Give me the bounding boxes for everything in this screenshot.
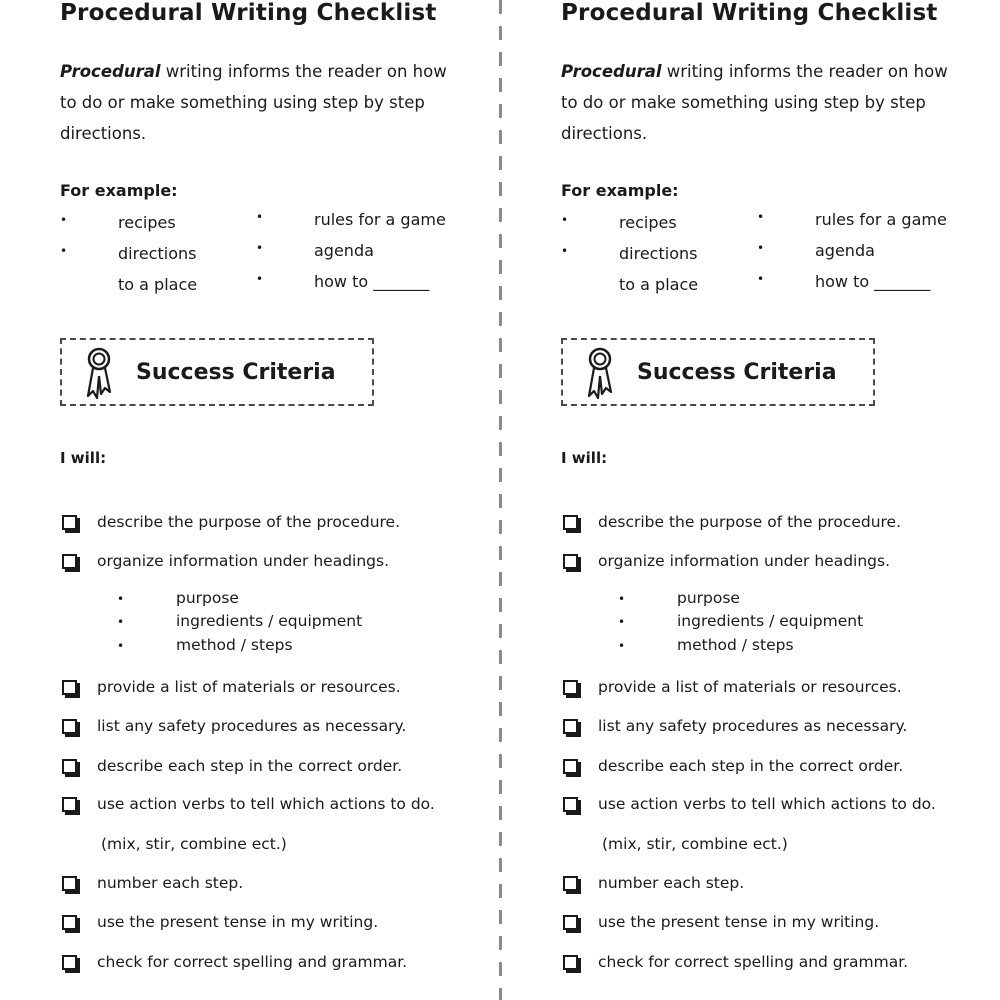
bullet-icon: • <box>561 213 569 227</box>
example-item: how to _______ <box>314 272 430 291</box>
success-criteria-box <box>561 338 875 406</box>
bullet-icon: • <box>256 210 264 224</box>
checkbox-icon[interactable] <box>62 719 77 734</box>
bullet-icon: • <box>117 615 125 629</box>
checklist-panel-left <box>60 0 500 1000</box>
sub-item: purpose <box>176 589 239 607</box>
checklist-item-text: list any safety procedures as necessary. <box>598 717 908 735</box>
checklist-item[interactable] <box>561 953 1000 979</box>
bullet-icon: • <box>757 272 765 286</box>
examples-label: For example: <box>561 181 679 200</box>
checklist-item-text: number each step. <box>598 874 745 892</box>
checkbox-icon[interactable] <box>563 915 578 930</box>
checklist-item[interactable] <box>561 678 1000 704</box>
checklist-item-text: provide a list of materials or resources. <box>97 678 401 696</box>
example-item: agenda <box>314 241 374 260</box>
checklist-item[interactable] <box>60 874 500 900</box>
bullet-icon: • <box>618 639 626 653</box>
example-item: recipes <box>619 213 677 232</box>
checklist-item-text: check for correct spelling and grammar. <box>598 953 909 971</box>
checkbox-icon[interactable] <box>62 554 77 569</box>
example-item: rules for a game <box>815 210 947 229</box>
checkbox-icon[interactable] <box>563 759 578 774</box>
example-item: directions <box>118 244 197 263</box>
intro-paragraph <box>561 56 961 149</box>
ribbon-award-icon <box>82 346 116 402</box>
example-item: rules for a game <box>314 210 446 229</box>
checkbox-icon[interactable] <box>62 515 77 530</box>
checklist-item[interactable] <box>561 874 1000 900</box>
checklist-item-text: check for correct spelling and grammar. <box>97 953 408 971</box>
checklist-item-text: describe the purpose of the procedure. <box>97 513 401 531</box>
i-will-label: I will: <box>60 449 107 467</box>
checkbox-icon[interactable] <box>563 554 578 569</box>
checklist-item[interactable] <box>60 757 500 783</box>
intro-emphasis: Procedural <box>60 62 161 81</box>
checkbox-icon[interactable] <box>62 797 77 812</box>
checklist-item[interactable] <box>60 552 500 578</box>
checkbox-icon[interactable] <box>563 876 578 891</box>
checkbox-icon[interactable] <box>563 515 578 530</box>
checklist-note: (mix, stir, combine ect.) <box>101 835 287 853</box>
intro-text: writing informs the reader on how to do or make something using step by step directions. <box>60 62 447 143</box>
success-criteria-box <box>60 338 374 406</box>
checklist-item[interactable] <box>561 513 1000 539</box>
checklist-item[interactable] <box>60 795 500 821</box>
checklist-item-text: use action verbs to tell which actions to do. <box>598 795 936 813</box>
checklist-item[interactable] <box>60 513 500 539</box>
intro-text: writing informs the reader on how to do or make something using step by step directions. <box>561 62 948 143</box>
checklist-item[interactable] <box>561 757 1000 783</box>
checklist-item-text: number each step. <box>97 874 244 892</box>
success-criteria-title: Success Criteria <box>637 360 837 385</box>
examples-label: For example: <box>60 181 178 200</box>
bullet-icon: • <box>117 639 125 653</box>
checklist-item-text: use the present tense in my writing. <box>97 913 379 931</box>
bullet-icon: • <box>60 213 68 227</box>
intro-emphasis: Procedural <box>561 62 662 81</box>
checkbox-icon[interactable] <box>62 915 77 930</box>
sub-item: method / steps <box>677 636 794 654</box>
i-will-label: I will: <box>561 449 608 467</box>
checkbox-icon[interactable] <box>62 955 77 970</box>
bullet-icon: • <box>256 272 264 286</box>
bullet-icon: • <box>757 241 765 255</box>
checklist-item[interactable] <box>60 913 500 939</box>
bullet-icon: • <box>117 592 125 606</box>
checklist-item[interactable] <box>561 913 1000 939</box>
example-item: directions <box>619 244 698 263</box>
checklist-item[interactable] <box>561 552 1000 578</box>
ribbon-award-icon <box>583 346 617 402</box>
bullet-icon: • <box>60 244 68 258</box>
checklist-item[interactable] <box>60 953 500 979</box>
bullet-icon: • <box>618 615 626 629</box>
bullet-icon: • <box>256 241 264 255</box>
checkbox-icon[interactable] <box>563 955 578 970</box>
checklist-item-text: use the present tense in my writing. <box>598 913 880 931</box>
bullet-icon: • <box>757 210 765 224</box>
checklist-item-text: organize information under headings. <box>598 552 891 570</box>
page-title: Procedural Writing Checklist <box>561 0 938 26</box>
checklist-item-text: use action verbs to tell which actions to do. <box>97 795 435 813</box>
example-item: how to _______ <box>815 272 931 291</box>
checklist-item-text: provide a list of materials or resources. <box>598 678 902 696</box>
checklist-item[interactable] <box>561 717 1000 743</box>
example-item: agenda <box>815 241 875 260</box>
example-item: to a place <box>118 275 198 294</box>
sub-item: ingredients / equipment <box>176 612 363 630</box>
sub-item: purpose <box>677 589 740 607</box>
bullet-icon: • <box>561 244 569 258</box>
checkbox-icon[interactable] <box>62 876 77 891</box>
example-item: recipes <box>118 213 176 232</box>
sub-item: ingredients / equipment <box>677 612 864 630</box>
checklist-item-text: describe the purpose of the procedure. <box>598 513 902 531</box>
checklist-item[interactable] <box>60 678 500 704</box>
checkbox-icon[interactable] <box>563 680 578 695</box>
checklist-item-text: list any safety procedures as necessary. <box>97 717 407 735</box>
checklist-item[interactable] <box>561 795 1000 821</box>
sub-item: method / steps <box>176 636 293 654</box>
checklist-panel-right <box>561 0 1000 1000</box>
checklist-item[interactable] <box>60 717 500 743</box>
success-criteria-title: Success Criteria <box>136 360 336 385</box>
intro-paragraph <box>60 56 460 149</box>
checkbox-icon[interactable] <box>62 680 77 695</box>
checklist-item-text: organize information under headings. <box>97 552 390 570</box>
bullet-icon: • <box>618 592 626 606</box>
checkbox-icon[interactable] <box>62 759 77 774</box>
checklist-item-text: describe each step in the correct order. <box>598 757 904 775</box>
checklist-note: (mix, stir, combine ect.) <box>602 835 788 853</box>
example-item: to a place <box>619 275 699 294</box>
page-title: Procedural Writing Checklist <box>60 0 437 26</box>
checklist-item-text: describe each step in the correct order. <box>97 757 403 775</box>
checkbox-icon[interactable] <box>563 719 578 734</box>
checkbox-icon[interactable] <box>563 797 578 812</box>
